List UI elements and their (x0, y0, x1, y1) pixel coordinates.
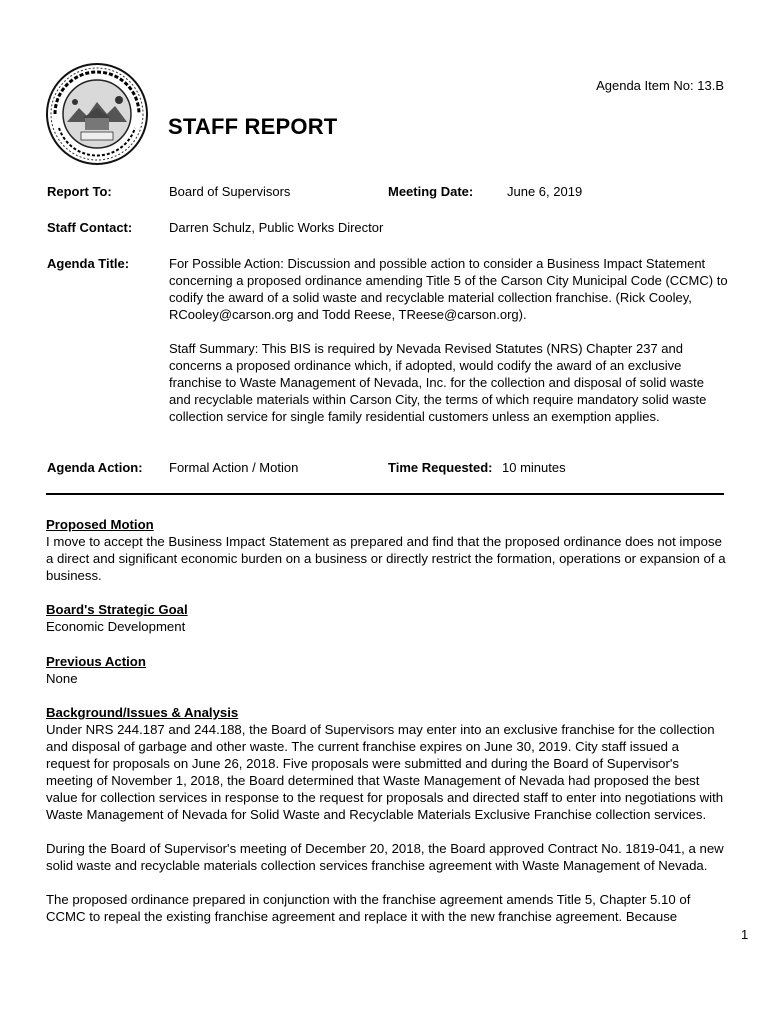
meeting-date-value: June 6, 2019 (507, 184, 583, 199)
previous-action-heading: Previous Action (46, 654, 146, 669)
proposed-motion-heading: Proposed Motion (46, 517, 154, 532)
strategic-goal-heading: Board's Strategic Goal (46, 602, 188, 617)
page-number: 1 (741, 927, 749, 942)
proposed-motion-body: I move to accept the Business Impact Statement as prepared and find that the proposed ordinance does not impose a direct and significant economic burden on a business or directly restrict the formation, operations or expansion of a business. (46, 534, 726, 583)
background-heading: Background/Issues & Analysis (46, 705, 239, 720)
city-seal-icon (45, 62, 149, 166)
time-requested-value: 10 minutes (502, 460, 566, 475)
agenda-item-number: Agenda Item No: 13.B (596, 78, 724, 93)
agenda-action-label: Agenda Action: (47, 460, 143, 475)
strategic-goal-body: Economic Development (46, 619, 186, 634)
meeting-date-label: Meeting Date: (388, 184, 474, 199)
agenda-title-text: For Possible Action: Discussion and possible action to consider a Business Impact Statement concerning a proposed ordinance amending Title 5 of the Carson City Municipal Code (CCMC) to codify the award of a solid waste and recyclable material collection franchise. (Rick Cooley, RCooley@carson.org and Todd Reese, TReese@carson.org). (169, 256, 728, 322)
background-paragraph-1: Under NRS 244.187 and 244.188, the Board of Supervisors may enter into an exclusive franchise for the collection and disposal of garbage and other waste. The current franchise expires on June 30, 2019. City staff issued a request for proposals on June 26, 2018. Five proposals were submitted and during the Board of Supervisor's meeting of November 1, 2018, the Board determined that Waste Management of Nevada had proposed the best value for collection services in response to the request for proposals and directed staff to enter into negotiations with Waste Management of Nevada for Solid Waste and Recyclable Materials Exclusive Franchise collection services. (46, 722, 724, 822)
staff-summary-text: Staff Summary: This BIS is required by Nevada Revised Statutes (NRS) Chapter 237 and concerns a proposed ordinance which, if adopted, would codify the award of an exclusive franchise to Waste Management of Nevada, Inc. for the collection and disposal of solid waste and recyclable materials within Carson City, the terms of which require mandatory solid waste collection service for single family residential customers unless an exemption applies. (169, 341, 707, 424)
previous-action-body: None (46, 671, 78, 686)
agenda-action-value: Formal Action / Motion (169, 460, 299, 475)
report-to-value: Board of Supervisors (169, 184, 291, 199)
report-to-label: Report To: (47, 184, 112, 199)
staff-contact-value: Darren Schulz, Public Works Director (169, 220, 384, 235)
page-title: STAFF REPORT (168, 114, 338, 139)
background-section (46, 704, 726, 925)
strategic-goal-section (46, 601, 726, 635)
proposed-motion-section (46, 516, 726, 584)
staff-contact-label: Staff Contact: (47, 220, 133, 235)
previous-action-section (46, 653, 726, 687)
section-divider (46, 493, 724, 495)
background-paragraph-3: The proposed ordinance prepared in conjunction with the franchise agreement amends Title 5, Chapter 5.10 of CCMC to repeal the existing franchise agreement and replace it with the new franchise agreement. Because (46, 892, 691, 924)
background-paragraph-2: During the Board of Supervisor's meeting of December 20, 2018, the Board approved Contract No. 1819-041, a new solid waste and recyclable materials collection services franchise agreement with Waste Management of Nevada. (46, 841, 724, 873)
time-requested-label: Time Requested: (388, 460, 493, 475)
agenda-title-label: Agenda Title: (47, 256, 130, 271)
